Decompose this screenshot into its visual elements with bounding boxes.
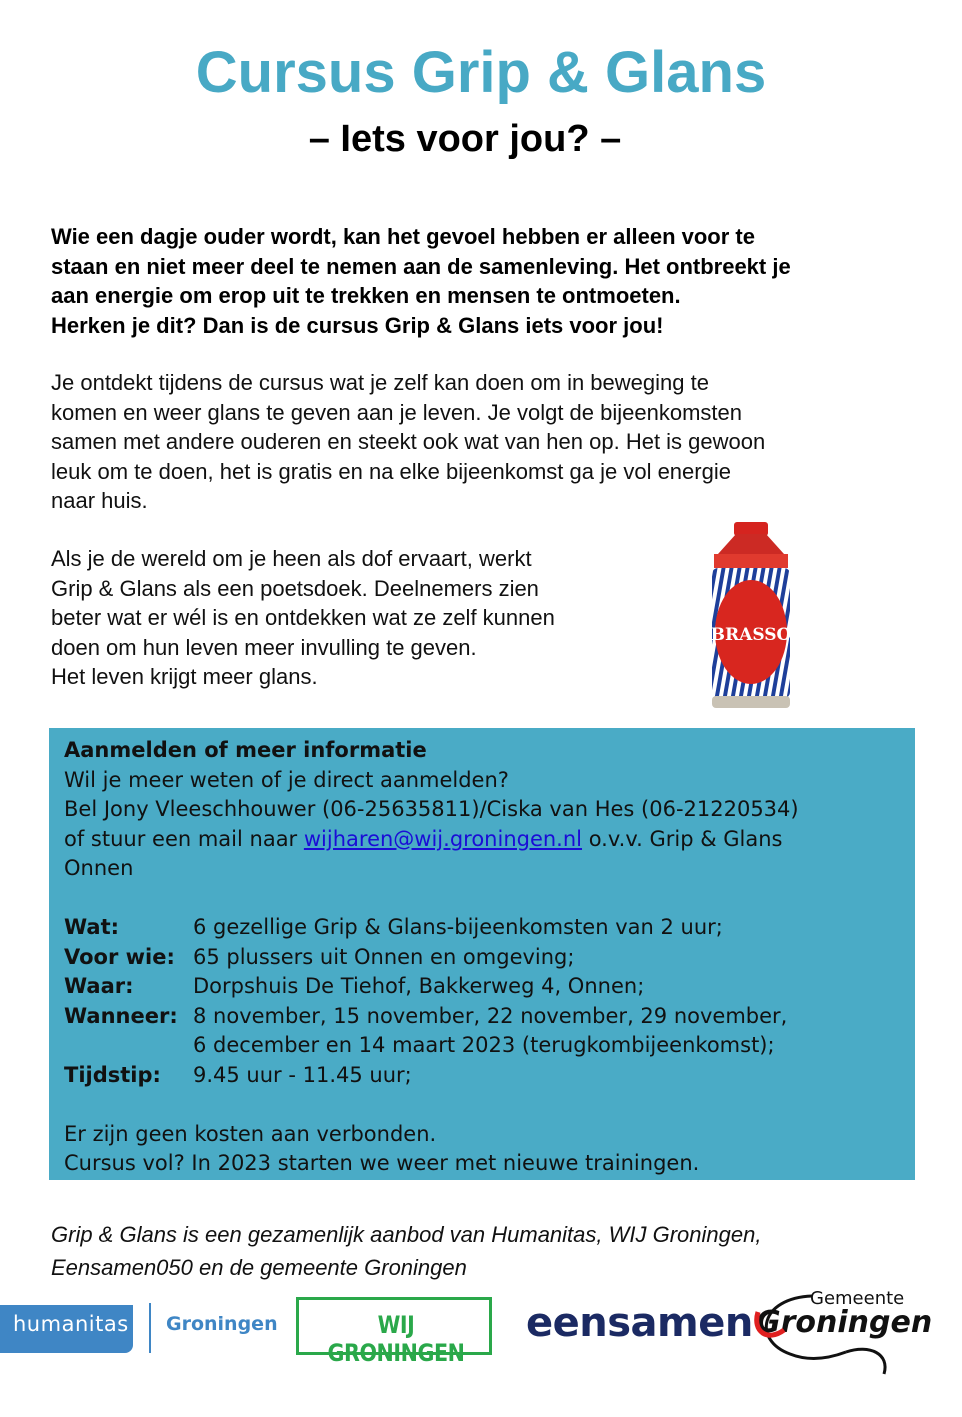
paragraph-line: komen en weer glans te geven aan je leven. Je volgt de bijeenkomsten [51,399,742,425]
detail-label: Waar: [64,974,134,998]
intro-line: aan energie om erop uit te trekken en mensen te ontmoeten. [51,283,681,308]
info-line: Onnen [64,856,134,880]
footer-line: Eensamen050 en de gemeente Groningen [51,1255,467,1280]
brasso-can-icon [706,520,796,712]
info-email-line: of stuur een mail naar wijharen@wij.groningen.nl o.v.v. Grip & Glans [64,826,783,851]
info-closing-line: Er zijn geen kosten aan verbonden. [64,1121,437,1146]
gemeente-logo-name: Groningen [756,1305,933,1340]
page-title: Cursus Grip & Glans [195,40,767,105]
humanitas-logo-word: humanitas [13,1312,129,1336]
paragraph-line: Als je de wereld om je heen als dof ervaart, werkt [51,546,532,571]
footer-line: Grip & Glans is een gezamenlijk aanbod van Humanitas, WIJ Groningen, [51,1222,762,1247]
email-link[interactable]: wijharen@wij.groningen.nl [303,826,583,851]
gemeente-groningen-logo [750,1282,955,1382]
humanitas-logo-divider [149,1303,151,1353]
intro-line: staan en niet meer deel te nemen aan de samenleving. Het ontbreekt je [51,253,791,279]
eensamen-logo: eensamen [526,1300,753,1346]
paragraph-line: leuk om te doen, het is gratis en na elke bijeenkomst ga je vol energie [51,458,731,484]
humanitas-logo-sub: Groningen [166,1313,278,1335]
detail-value: Dorpshuis De Tiehof, Bakkerweg 4, Onnen; [193,974,645,998]
info-contact-line: Bel Jony Vleeschhouwer (06-25635811)/Ciska van Hes (06-21220534) [64,797,799,821]
intro-line: Wie een dagje ouder wordt, kan het gevoel hebben er alleen voor te [51,224,755,249]
paragraph-line: beter wat er wél is en ontdekken wat ze zelf kunnen [51,605,555,630]
polish-metaphor-paragraph [51,544,691,692]
detail-row-tijdstip [64,1061,904,1091]
detail-row-wanneer [64,1002,904,1032]
brasso-label: BRASSO [710,625,792,645]
info-closing-line: Cursus vol? In 2023 starten we weer met nieuwe trainingen. [64,1151,700,1175]
paragraph-line: doen om hun leven meer invulling te geven. [51,634,477,660]
paragraph-line: samen met andere ouderen en steekt ook wat van hen op. Het is gewoon [51,429,766,454]
paragraph-line: naar huis. [51,488,148,513]
wij-groningen-logo-text: WIJ GRONINGEN [327,1311,465,1367]
detail-value: 8 november, 15 november, 22 november, 29 november, [193,1003,788,1028]
detail-label: Wanneer: [64,1003,178,1028]
info-heading: Aanmelden of meer informatie [64,738,427,762]
paragraph-line: Grip & Glans als een poetsdoek. Deelnemers zien [51,575,539,601]
page-subtitle: – Iets voor jou? – [308,118,622,160]
intro-line: Herken je dit? Dan is de cursus Grip & Glans iets voor jou! [51,312,664,338]
course-description-paragraph [51,368,911,516]
detail-label: Voor wie: [64,944,175,969]
info-line: Wil je meer weten of je direct aanmelden? [64,767,509,792]
detail-row-wat [64,913,904,943]
detail-row-waar [64,972,904,1002]
paragraph-line: Het leven krijgt meer glans. [51,664,318,689]
detail-value: 6 december en 14 maart 2023 (terugkombijeenkomst); [193,1033,775,1057]
paragraph-line: Je ontdekt tijdens de cursus wat je zelf kan doen om in beweging te [51,370,709,395]
detail-label: Tijdstip: [64,1062,161,1087]
detail-value: 9.45 uur - 11.45 uur; [193,1062,412,1087]
detail-label: Wat: [64,915,120,939]
registration-info-box [49,728,915,1180]
gemeente-logo-top: Gemeente [810,1288,905,1309]
detail-row-wanneer-continued [64,1031,904,1061]
detail-row-voor-wie [64,943,904,973]
detail-value: 6 gezellige Grip & Glans-bijeenkomsten van 2 uur; [193,915,723,939]
intro-paragraph [51,222,911,340]
detail-value: 65 plussers uit Onnen en omgeving; [193,944,575,969]
partners-statement [51,1218,911,1284]
